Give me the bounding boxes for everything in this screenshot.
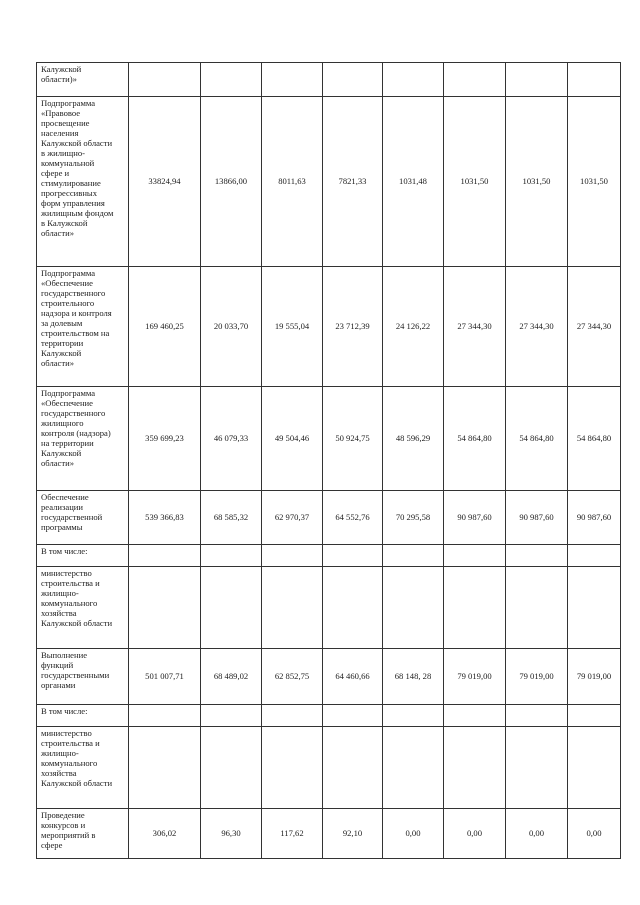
cell-value: 33824,94 (148, 175, 181, 186)
row-label-cell (37, 705, 129, 727)
table-row (37, 705, 621, 727)
cell-value: 79 019,00 (457, 670, 492, 681)
value-cell (383, 491, 444, 545)
value-cell (568, 63, 621, 97)
value-cell (201, 705, 262, 727)
value-cell (383, 545, 444, 567)
row-label-cell (37, 387, 129, 491)
row-label: Выполнение функций государственными органами (41, 650, 110, 690)
value-cell (444, 727, 506, 809)
table-row (37, 267, 621, 387)
cell-value: 54 864,80 (457, 432, 492, 443)
value-cell (262, 809, 323, 859)
cell-value: 62 852,75 (274, 670, 310, 681)
cell-value: 27 344,30 (457, 320, 492, 331)
row-label-cell (37, 545, 129, 567)
cell-value: 49 504,46 (274, 432, 310, 443)
cell-value: 8011,63 (278, 175, 306, 186)
cell-value: 68 489,02 (213, 670, 249, 681)
row-label-cell (37, 97, 129, 267)
value-cell (444, 387, 506, 491)
cell-value: 62 970,37 (274, 511, 310, 522)
cell-value: 90 987,60 (457, 511, 492, 522)
cell-value: 169 460,25 (145, 320, 184, 331)
cell-value: 0,00 (466, 827, 483, 838)
value-cell (129, 97, 201, 267)
value-cell (444, 809, 506, 859)
row-label: Проведение конкурсов и мероприятий в сфере (41, 810, 96, 850)
value-cell (383, 63, 444, 97)
value-cell (568, 491, 621, 545)
value-cell (323, 63, 383, 97)
value-cell (444, 649, 506, 705)
value-cell (262, 97, 323, 267)
cell-value: 64 552,76 (335, 511, 370, 522)
value-cell (323, 649, 383, 705)
cell-value: 1031,50 (580, 175, 608, 186)
cell-value: 79 019,00 (576, 670, 612, 681)
value-cell (383, 97, 444, 267)
value-cell (201, 387, 262, 491)
cell-value: 1031,48 (399, 175, 427, 186)
row-label-cell (37, 63, 129, 97)
value-cell (129, 649, 201, 705)
table-row (37, 491, 621, 545)
value-cell (383, 649, 444, 705)
value-cell (444, 63, 506, 97)
value-cell (262, 267, 323, 387)
value-cell (323, 97, 383, 267)
cell-value: 54 864,80 (576, 432, 612, 443)
table-row (37, 809, 621, 859)
value-cell (323, 727, 383, 809)
value-cell (201, 567, 262, 649)
cell-value: 92,10 (342, 827, 363, 838)
value-cell (201, 63, 262, 97)
cell-value: 68 585,32 (213, 511, 249, 522)
value-cell (568, 649, 621, 705)
cell-value: 0,00 (586, 827, 602, 838)
row-label: министерство строительства и жилищно- коммунального хозяйства Калужской области (41, 728, 113, 788)
cell-value: 50 924,75 (335, 432, 370, 443)
value-cell (323, 387, 383, 491)
cell-value: 0,00 (405, 827, 421, 838)
cell-value: 0,00 (528, 827, 545, 838)
cell-value: 96,30 (221, 827, 241, 838)
value-cell (323, 809, 383, 859)
value-cell (201, 809, 262, 859)
value-cell (201, 727, 262, 809)
row-label-cell (37, 567, 129, 649)
cell-value: 48 596,29 (395, 432, 431, 443)
value-cell (201, 267, 262, 387)
value-cell (262, 63, 323, 97)
row-label-cell (37, 267, 129, 387)
value-cell (444, 267, 506, 387)
value-cell (323, 491, 383, 545)
value-cell (262, 545, 323, 567)
value-cell (323, 705, 383, 727)
row-label-cell (37, 649, 129, 705)
cell-value: 64 460,66 (335, 670, 370, 681)
value-cell (444, 705, 506, 727)
row-label: Подпрограмма «Обеспечение государственного жилищного контроля (надзора) на территории Калужской области» (41, 388, 111, 468)
value-cell (201, 545, 262, 567)
value-cell (568, 727, 621, 809)
value-cell (129, 567, 201, 649)
value-cell (129, 705, 201, 727)
value-cell (444, 567, 506, 649)
cell-value: 79 019,00 (519, 670, 554, 681)
row-label-cell (37, 491, 129, 545)
cell-value: 27 344,30 (576, 320, 612, 331)
value-cell (323, 267, 383, 387)
table-row (37, 97, 621, 267)
value-cell (129, 727, 201, 809)
cell-value: 46 079,33 (213, 432, 249, 443)
table-row (37, 387, 621, 491)
table-row (37, 567, 621, 649)
value-cell (506, 267, 568, 387)
cell-value: 539 366,83 (145, 511, 184, 522)
cell-value: 27 344,30 (519, 320, 554, 331)
value-cell (201, 491, 262, 545)
value-cell (444, 97, 506, 267)
cell-value: 68 148, 28 (394, 670, 432, 681)
value-cell (129, 809, 201, 859)
value-cell (262, 727, 323, 809)
value-cell (568, 387, 621, 491)
row-label: министерство строительства и жилищно- коммунального хозяйства Калужской области (41, 568, 113, 628)
cell-value: 23 712,39 (335, 320, 370, 331)
value-cell (262, 705, 323, 727)
value-cell (201, 649, 262, 705)
value-cell (568, 809, 621, 859)
table-row (37, 649, 621, 705)
value-cell (506, 649, 568, 705)
value-cell (383, 267, 444, 387)
cell-value: 70 295,58 (395, 511, 431, 522)
row-label: В том числе: (41, 706, 88, 716)
cell-value: 20 033,70 (213, 320, 249, 331)
cell-value: 19 555,04 (274, 320, 310, 331)
value-cell (129, 545, 201, 567)
value-cell (262, 567, 323, 649)
value-cell (383, 705, 444, 727)
value-cell (323, 567, 383, 649)
value-cell (129, 267, 201, 387)
value-cell (323, 545, 383, 567)
value-cell (506, 809, 568, 859)
row-label-cell (37, 809, 129, 859)
value-cell (383, 387, 444, 491)
table-row (37, 545, 621, 567)
row-label: Обеспечение реализации государственной программы (41, 492, 103, 532)
value-cell (568, 97, 621, 267)
value-cell (506, 63, 568, 97)
value-cell (568, 705, 621, 727)
value-cell (506, 97, 568, 267)
value-cell (506, 727, 568, 809)
cell-value: 7821,33 (338, 175, 367, 186)
row-label: Подпрограмма «Обеспечение государственного строительного надзора и контроля за долевым строительством на территории Калужской области» (41, 268, 112, 368)
cell-value: 24 126,22 (395, 320, 431, 331)
table-body (37, 63, 621, 859)
row-label: Калужской области)» (41, 64, 82, 84)
value-cell (444, 491, 506, 545)
value-cell (383, 727, 444, 809)
cell-value: 54 864,80 (519, 432, 554, 443)
value-cell (444, 545, 506, 567)
value-cell (506, 567, 568, 649)
cell-value: 1031,50 (460, 175, 489, 186)
cell-value: 90 987,60 (519, 511, 554, 522)
value-cell (506, 387, 568, 491)
value-cell (129, 63, 201, 97)
cell-value: 13866,00 (214, 175, 248, 186)
cell-value: 501 007,71 (145, 670, 184, 681)
table-row (37, 727, 621, 809)
value-cell (383, 809, 444, 859)
value-cell (568, 567, 621, 649)
value-cell (129, 387, 201, 491)
cell-value: 90 987,60 (576, 511, 612, 522)
value-cell (262, 491, 323, 545)
value-cell (568, 267, 621, 387)
value-cell (383, 567, 444, 649)
row-label-cell (37, 727, 129, 809)
row-label: В том числе: (41, 546, 88, 556)
value-cell (262, 649, 323, 705)
value-cell (129, 491, 201, 545)
row-label: Подпрограмма «Правовое просвещение населения Калужской области в жилищно- коммунальной сфере и стимулирование прогрессивных форм управления жилищным фондом в Калужской области» (41, 98, 114, 238)
cell-value: 359 699,23 (145, 432, 184, 443)
value-cell (262, 387, 323, 491)
cell-value: 306,02 (152, 827, 177, 838)
budget-table (36, 62, 621, 859)
value-cell (506, 545, 568, 567)
value-cell (506, 491, 568, 545)
table-row (37, 63, 621, 97)
value-cell (201, 97, 262, 267)
cell-value: 1031,50 (522, 175, 551, 186)
value-cell (506, 705, 568, 727)
value-cell (568, 545, 621, 567)
cell-value: 117,62 (280, 827, 304, 838)
